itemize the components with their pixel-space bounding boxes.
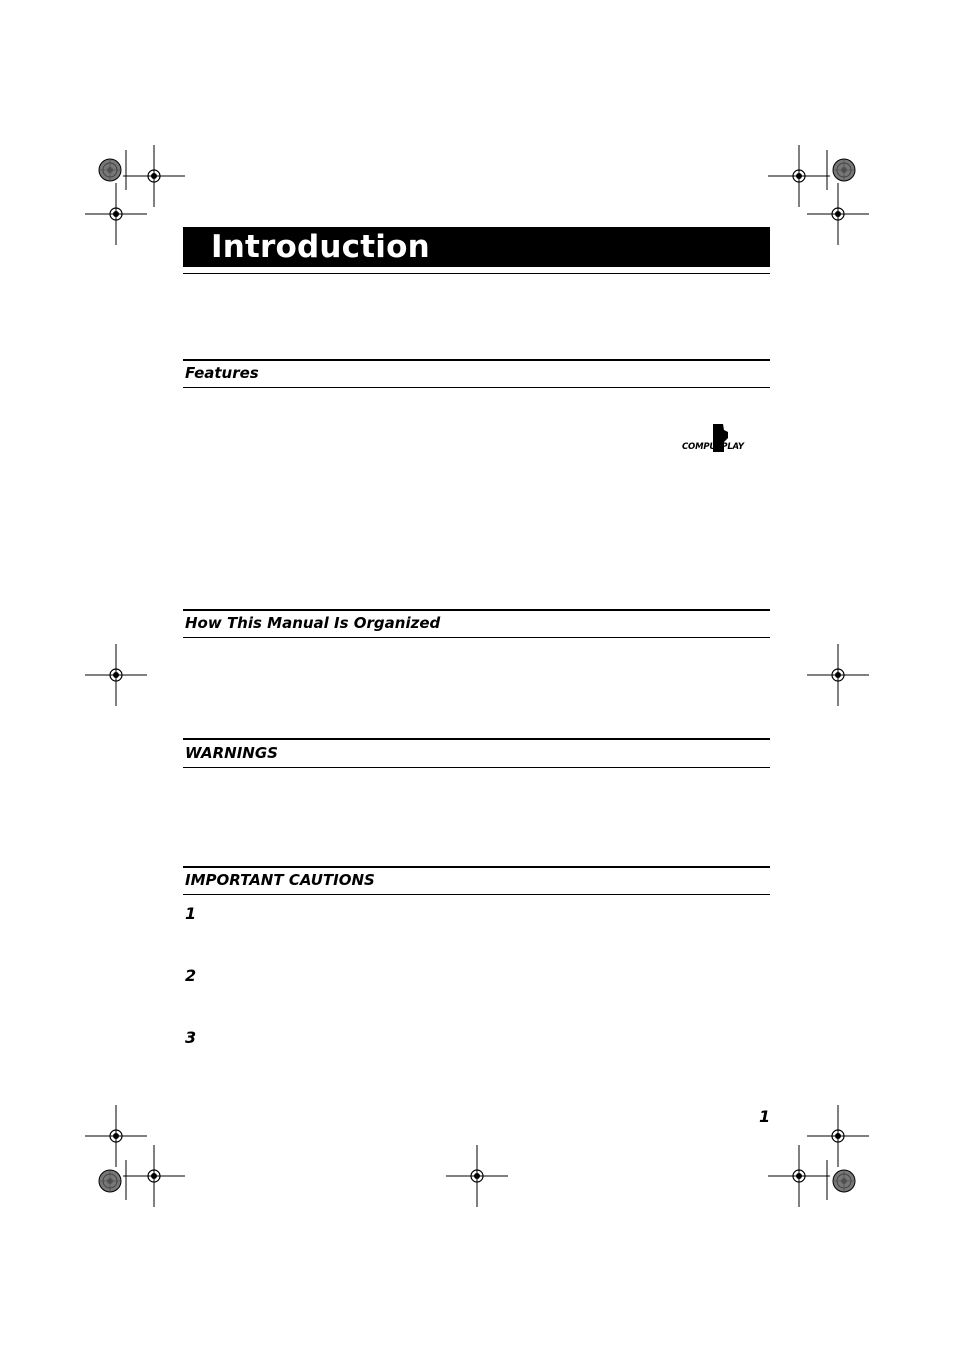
section-heading-features: Features xyxy=(185,364,259,382)
section-heading-organization: How This Manual Is Organized xyxy=(185,614,441,632)
compuplay-logo-text: COMPU•PLAY xyxy=(682,442,744,452)
page-title: Introduction xyxy=(211,229,430,265)
page-number: 1 xyxy=(759,1107,771,1126)
registration-crosshair-icon xyxy=(85,644,147,706)
color-target-icon xyxy=(99,159,121,181)
registration-crosshair-icon xyxy=(85,1105,147,1167)
registration-crosshair-icon xyxy=(807,644,869,706)
registration-crosshair-icon xyxy=(123,1145,185,1207)
registration-crosshair-icon xyxy=(85,183,147,245)
caution-number: 3 xyxy=(185,1028,197,1047)
registration-crosshair-icon xyxy=(446,1145,508,1207)
color-target-icon xyxy=(99,1170,121,1192)
section-divider-bottom xyxy=(183,387,770,388)
title-divider xyxy=(183,273,770,274)
section-divider-bottom xyxy=(183,894,770,895)
section-divider-top xyxy=(183,738,770,740)
compuplay-logo xyxy=(682,422,758,458)
section-divider-bottom xyxy=(183,637,770,638)
page-title-bar xyxy=(183,227,770,267)
section-divider-top xyxy=(183,359,770,361)
section-divider-top xyxy=(183,866,770,868)
registration-crosshair-icon xyxy=(807,183,869,245)
hand-pointer-icon xyxy=(682,422,758,458)
caution-number: 2 xyxy=(185,966,197,985)
registration-crosshair-icon xyxy=(768,1145,830,1207)
registration-crosshair-icon xyxy=(807,1105,869,1167)
registration-crosshair-icon xyxy=(768,145,830,207)
section-divider-top xyxy=(183,609,770,611)
section-divider-bottom xyxy=(183,767,770,768)
color-target-icon xyxy=(833,159,855,181)
section-heading-warnings: WARNINGS xyxy=(185,744,278,762)
section-heading-cautions: IMPORTANT CAUTIONS xyxy=(185,871,375,889)
caution-number: 1 xyxy=(185,904,197,923)
color-target-icon xyxy=(833,1170,855,1192)
registration-crosshair-icon xyxy=(123,145,185,207)
